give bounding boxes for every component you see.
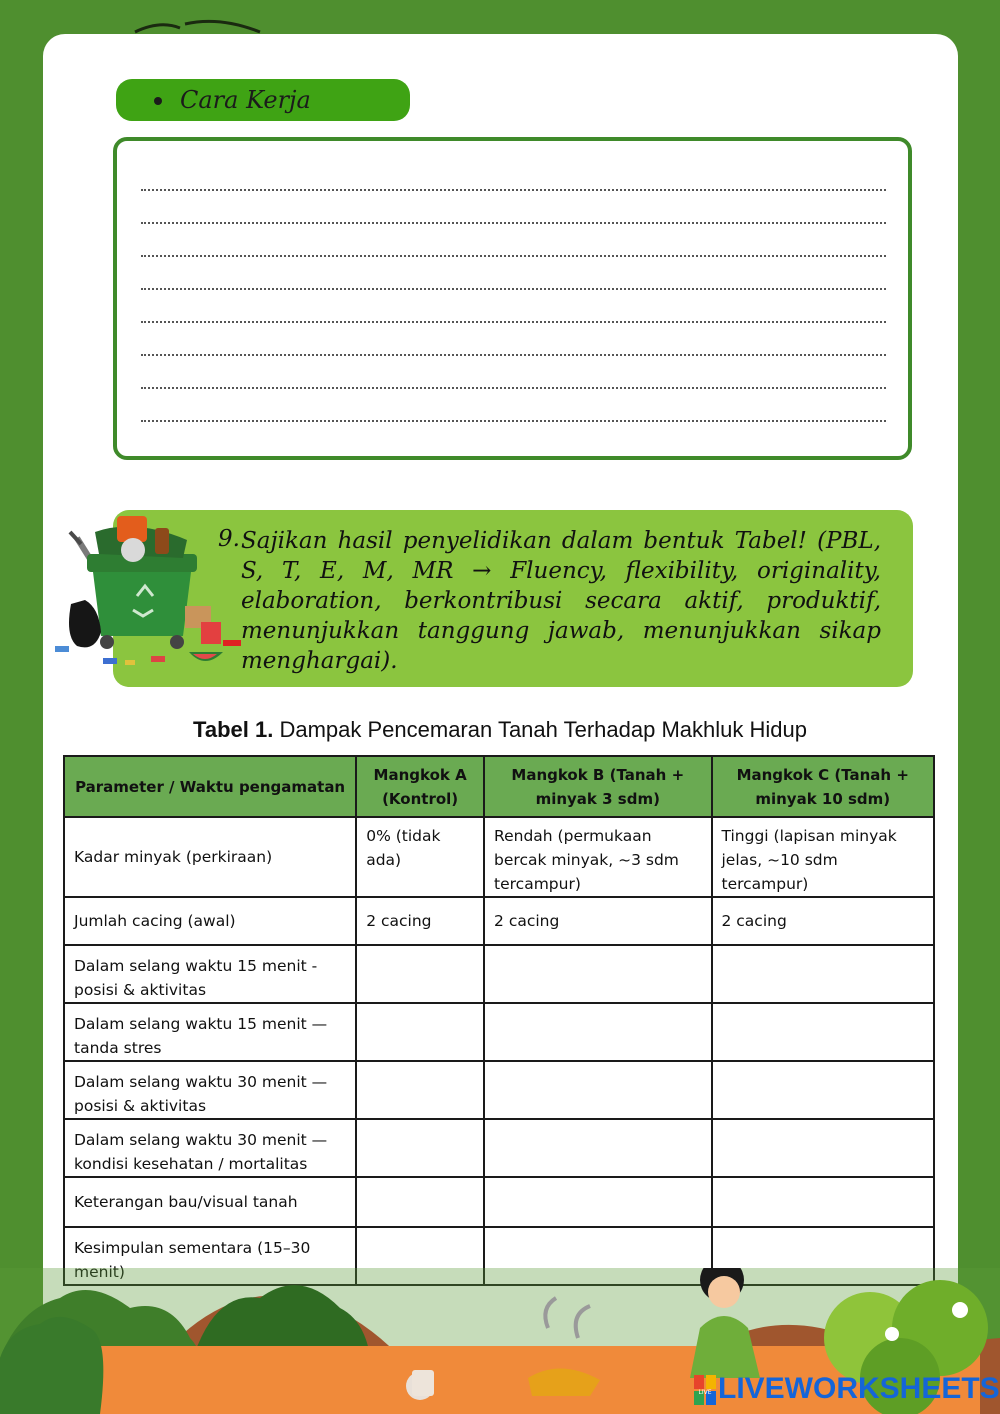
header-mangkok-a: Mangkok A (Kontrol): [356, 756, 484, 817]
cell-a[interactable]: [356, 1177, 484, 1227]
answer-box[interactable]: [113, 137, 912, 460]
results-table: [63, 755, 935, 1286]
table-row: [64, 817, 934, 897]
row-label: Kadar minyak (perkiraan): [64, 817, 356, 897]
header-mangkok-b: Mangkok B (Tanah + minyak 3 sdm): [484, 756, 711, 817]
answer-line[interactable]: [141, 321, 886, 323]
row-label: Dalam selang waktu 30 menit — kondisi kesehatan / mortalitas: [64, 1119, 356, 1177]
cell-a[interactable]: [356, 1003, 484, 1061]
row-label: Dalam selang waktu 30 menit — posisi & aktivitas: [64, 1061, 356, 1119]
header-mangkok-c: Mangkok C (Tanah + minyak 10 sdm): [712, 756, 935, 817]
cell-a[interactable]: [356, 1061, 484, 1119]
mini-logo-letters: LIVE: [698, 1389, 712, 1396]
cell-c[interactable]: [712, 1003, 935, 1061]
liveworksheets-mini-logo-icon: [694, 1375, 716, 1405]
answer-line[interactable]: [141, 222, 886, 224]
cell-b[interactable]: Rendah (permukaan bercak minyak, ~3 sdm tercampur): [484, 817, 711, 897]
question-number: 9.: [218, 526, 240, 552]
section-heading: [116, 79, 410, 121]
table-row: [64, 1003, 934, 1061]
table-row: [64, 897, 934, 945]
caption-label: Tabel 1.: [193, 717, 274, 742]
caption-title: Dampak Pencemaran Tanah Terhadap Makhluk Hidup: [279, 717, 807, 742]
leaf-decoration-icon: [130, 18, 280, 38]
table-row: [64, 945, 934, 1003]
cell-b[interactable]: [484, 945, 711, 1003]
table-caption: [0, 717, 1000, 743]
table-row: [64, 1061, 934, 1119]
section-title: Cara Kerja: [180, 86, 311, 114]
cell-a[interactable]: [356, 945, 484, 1003]
table-row: [64, 1119, 934, 1177]
row-label: Dalam selang waktu 15 menit — tanda stres: [64, 1003, 356, 1061]
cell-a[interactable]: [356, 1119, 484, 1177]
cell-c[interactable]: [712, 1061, 935, 1119]
header-parameter: Parameter / Waktu pengamatan: [64, 756, 356, 817]
row-label: Kesimpulan sementara (15–30 menit): [64, 1227, 356, 1285]
cell-c[interactable]: [712, 945, 935, 1003]
cell-a[interactable]: 0% (tidak ada): [356, 817, 484, 897]
cell-b[interactable]: [484, 1003, 711, 1061]
trash-bin-icon: [55, 510, 245, 680]
answer-line[interactable]: [141, 387, 886, 389]
answer-line[interactable]: [141, 288, 886, 290]
cell-c[interactable]: 2 cacing: [712, 897, 935, 945]
liveworksheets-logo[interactable]: LIVEWORKSHEETS: [718, 1372, 1000, 1405]
row-label: Dalam selang waktu 15 menit - posisi & aktivitas: [64, 945, 356, 1003]
cell-c[interactable]: Tinggi (lapisan minyak jelas, ~10 sdm tercampur): [712, 817, 935, 897]
cell-b[interactable]: 2 cacing: [484, 897, 711, 945]
cell-b[interactable]: [484, 1177, 711, 1227]
cell-c[interactable]: [712, 1119, 935, 1177]
cell-c[interactable]: [712, 1177, 935, 1227]
cell-b[interactable]: [484, 1061, 711, 1119]
row-label: Keterangan bau/visual tanah: [64, 1177, 356, 1227]
answer-line[interactable]: [141, 354, 886, 356]
answer-line[interactable]: [141, 420, 886, 422]
bullet-icon: [154, 97, 162, 105]
row-label: Jumlah cacing (awal): [64, 897, 356, 945]
answer-line[interactable]: [141, 189, 886, 191]
cell-a[interactable]: 2 cacing: [356, 897, 484, 945]
cell-b[interactable]: [484, 1119, 711, 1177]
answer-line[interactable]: [141, 255, 886, 257]
table-row: [64, 1177, 934, 1227]
table-header-row: [64, 756, 934, 817]
question-text: Sajikan hasil penyelidikan dalam bentuk Tabel! (PBL, S, T, E, M, MR → Fluency, flexibility, originality, elaboration, berkontribusi secara aktif, produktif, menunjukkan tanggung jawab, menunjukkan sikap menghargai).: [241, 528, 881, 674]
